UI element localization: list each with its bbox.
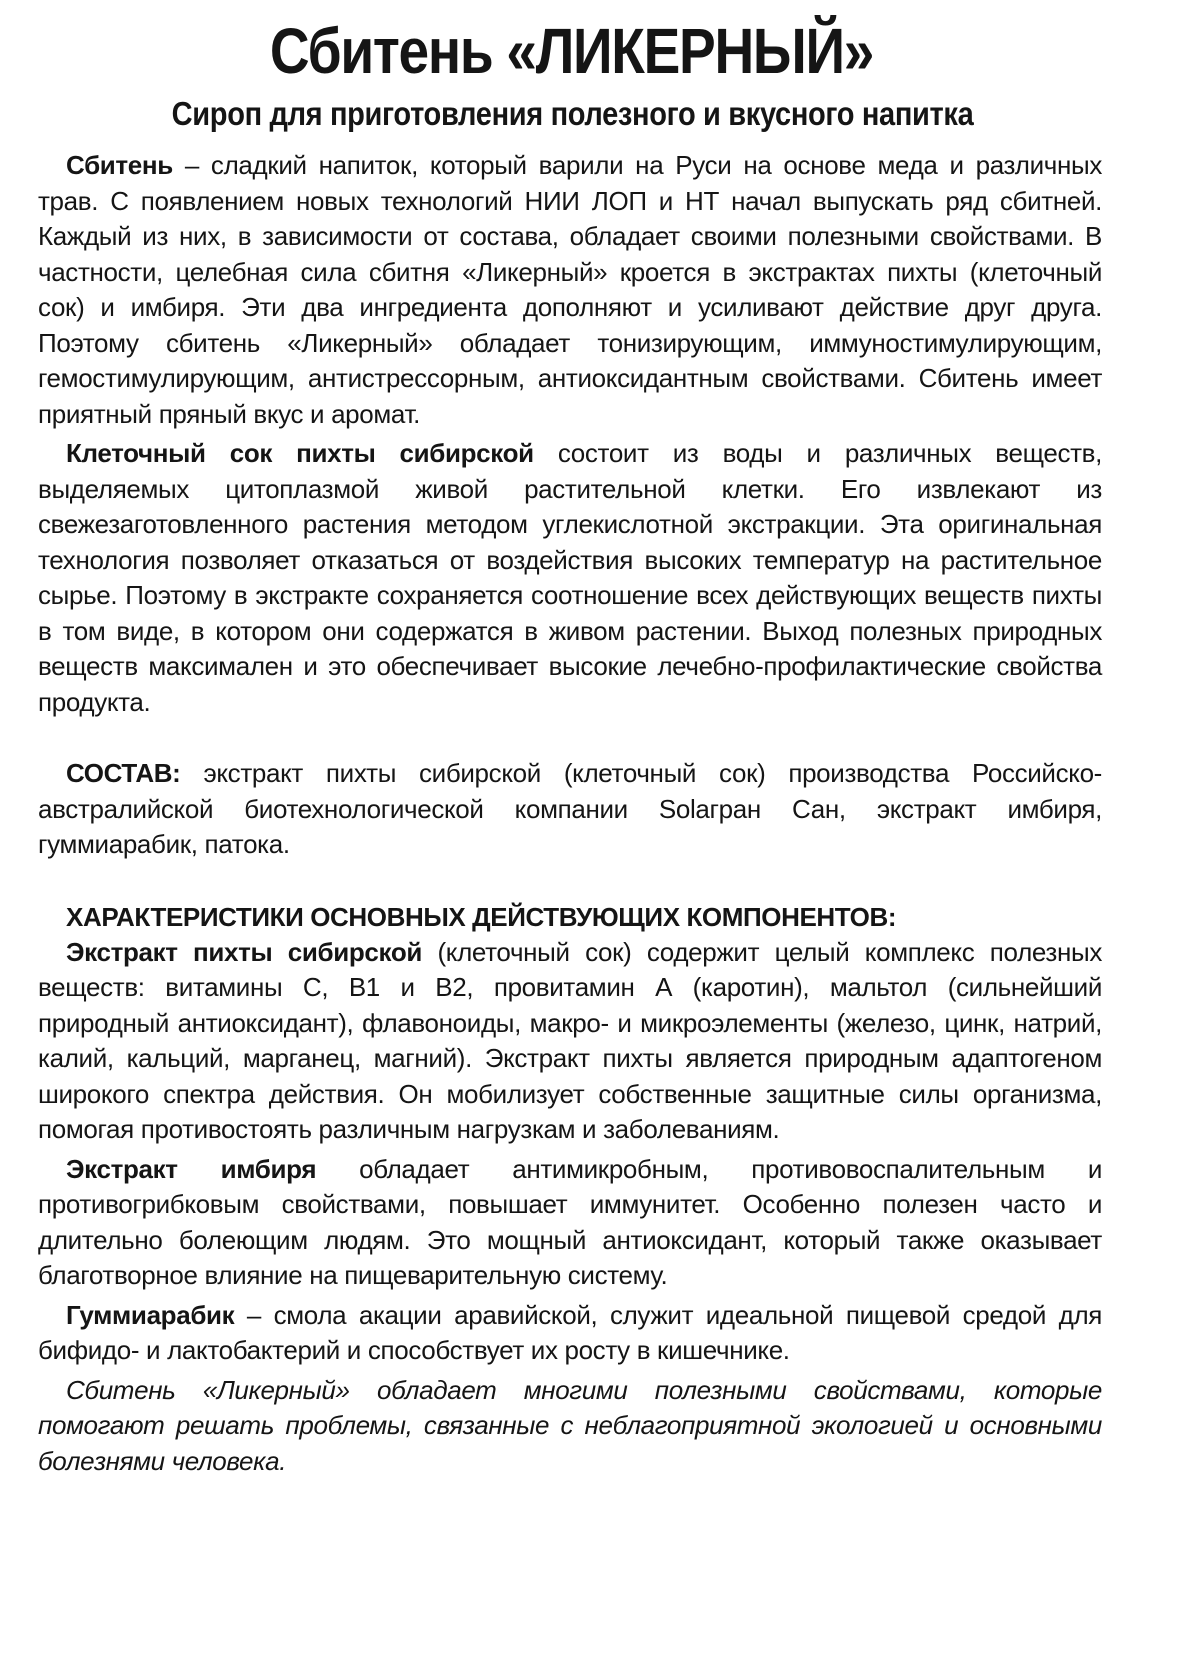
gum-arabic-paragraph xyxy=(38,1298,1102,1369)
ginger-extract-lead: Экстракт имбиря xyxy=(66,1153,317,1184)
characteristics-heading: ХАРАКТЕРИСТИКИ ОСНОВНЫХ ДЕЙСТВУЮЩИХ КОМПОНЕНТОВ: xyxy=(66,901,897,932)
gum-arabic-text: – смола акации аравийской, служит идеальной пищевой средой для бифидо- и лактобактерий и способствует их росту в кишечнике. xyxy=(38,1299,1102,1365)
page-subtitle: Сироп для приготовления полезного и вкусного напитка xyxy=(171,95,974,132)
intro-lead: Сбитень xyxy=(66,150,173,180)
page-title: Сбитень «ЛИКЕРНЫЙ» xyxy=(269,15,874,87)
cell-sap-paragraph xyxy=(38,436,1102,720)
ginger-extract-paragraph xyxy=(38,1152,1102,1294)
composition-text: экстракт пихты сибирской (клеточный сок) производства Российско-австралийской биотехнологической компании Solaгран Сан, экстракт имбиря, гуммиарабик, патока. xyxy=(38,758,1102,859)
fir-extract-text: (клеточный сок) содержит целый комплекс полезных веществ: витамины С, В1 и В2, провитамин А (каротин), мальтол (сильнейший природный антиоксидант), флавоноиды, макро- и микроэлементы (железо, цинк, натрий, калий, кальций, марганец, магний). Экстракт пихты является природным адаптогеном широкого спектра действия. Он мобилизует собственные защитные силы организма, помогая противостоять различным нагрузкам и заболеваниям. xyxy=(38,936,1102,1144)
closing-paragraph: Сбитень «Ликерный» обладает многими полезными свойствами, которые помогают решать проблемы, связанные с неблагоприятной экологией и основными болезнями человека. xyxy=(38,1374,1102,1476)
intro-text: – сладкий напиток, который варили на Руси на основе меда и различных трав. С появлением новых технологий НИИ ЛОП и НТ начал выпускать ряд сбитней. Каждый из них, в зависимости от состава, обладает своими полезными свойствами. В частности, целебная сила сбитня «Ликерный» кроется в экстрактах пихты (клеточный сок) и имбиря. Эти два ингредиента дополняют и усиливают действие друг друга. Поэтому сбитень «Ликерный» обладает тонизирующим, иммуностимулирующим, гемостимулирующим, антистрессорным, антиоксидантным свойствами. Сбитень имеет приятный пряный вкус и аромат. xyxy=(38,150,1102,429)
cell-sap-lead: Клеточный сок пихты сибирской xyxy=(66,438,534,468)
ginger-extract-text: обладает антимикробным, противовоспалительным и противогрибковым свойствами, повышает иммунитет. Особенно полезен часто и длительно болеющим людям. Это мощный антиоксидант, который также оказывает благотворное влияние на пищеварительную систему. xyxy=(38,1153,1102,1290)
fir-extract-lead: Экстракт пихты сибирской xyxy=(66,936,423,967)
cell-sap-text: состоит из воды и различных веществ, выделяемых цитоплазмой живой растительной клетки. Его извлекают из свежезаготовленного растения методом углекислотной экстракции. Эта оригинальная технология позволяет отказаться от воздействия высоких температур на растительное сырье. Поэтому в экстракте сохраняется соотношение всех действующих веществ пихты в том виде, в котором они содержатся в живом растении. Выход полезных природных веществ максимален и это обеспечивает высокие лечебно-профилактические свойства продукта. xyxy=(38,438,1102,717)
document-body xyxy=(38,148,1102,1479)
composition-lead: СОСТАВ: xyxy=(66,758,181,788)
composition-paragraph xyxy=(38,756,1102,863)
fir-extract-paragraph xyxy=(38,935,1102,1148)
gum-arabic-lead: Гуммиарабик xyxy=(66,1299,235,1330)
intro-paragraph xyxy=(38,148,1102,432)
